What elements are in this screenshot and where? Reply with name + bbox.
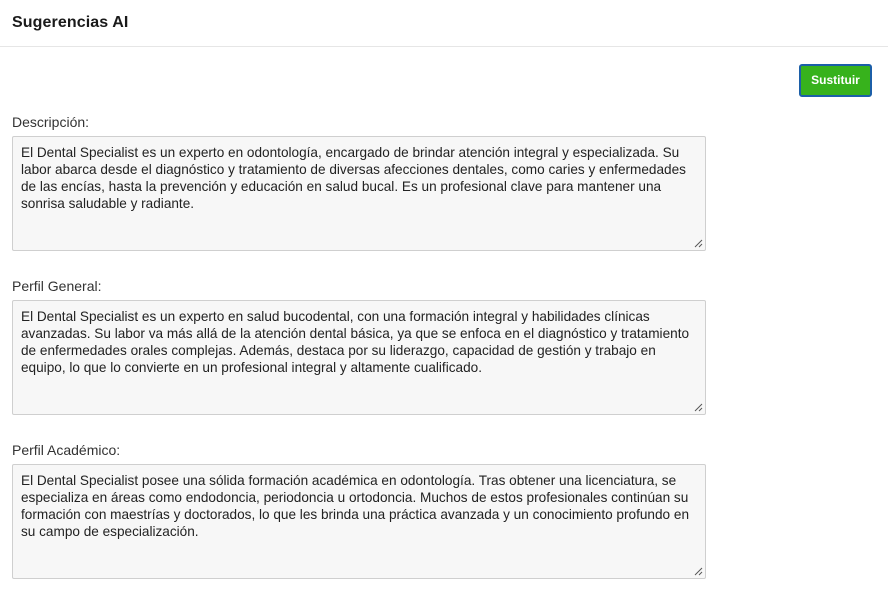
- panel-title: Sugerencias AI: [12, 14, 129, 31]
- academic-profile-label: Perfil Académico:: [12, 442, 121, 458]
- panel-header: [0, 0, 888, 47]
- description-section: [12, 113, 706, 211]
- general-profile-label: Perfil General:: [12, 278, 102, 294]
- resize-handle-icon[interactable]: [694, 567, 703, 576]
- description-text: El Dental Specialist es un experto en odontología, encargado de brindar atención integral y especializada. Su labor abarca desde el diagnóstico y tratamiento de diversas afecciones dentales, como caries y enfermedades de las encías, hasta la prevención y educación en salud bucal. Es un profesional clave para mantener una sonrisa saludable y radiante.: [21, 145, 686, 211]
- resize-handle-icon[interactable]: [694, 239, 703, 248]
- academic-profile-section: [12, 441, 706, 539]
- academic-profile-textarea[interactable]: [12, 464, 706, 579]
- general-profile-textarea[interactable]: [12, 300, 706, 415]
- replace-button[interactable]: Sustituir: [799, 64, 872, 97]
- description-label: Descripción:: [12, 114, 90, 130]
- toolbar: [799, 64, 872, 97]
- general-profile-section: [12, 277, 706, 375]
- resize-handle-icon[interactable]: [694, 403, 703, 412]
- description-textarea[interactable]: [12, 136, 706, 251]
- academic-profile-text: El Dental Specialist posee una sólida formación académica en odontología. Tras obtener una licenciatura, se especializa en áreas como endodoncia, periodoncia u ortodoncia. Muchos de estos profesionales continúan su formación con maestrías y doctorados, lo que les brinda una práctica avanzada y un conocimiento profundo en su campo de especialización.: [21, 473, 689, 539]
- general-profile-text: El Dental Specialist es un experto en salud bucodental, con una formación integral y habilidades clínicas avanzadas. Su labor va más allá de la atención dental básica, ya que se enfoca en el diagnóstico y tratamiento de enfermedades orales complejas. Además, destaca por su liderazgo, capacidad de gestión y trabajo en equipo, lo que lo convierte en un profesional integral y altamente cualificado.: [21, 309, 690, 375]
